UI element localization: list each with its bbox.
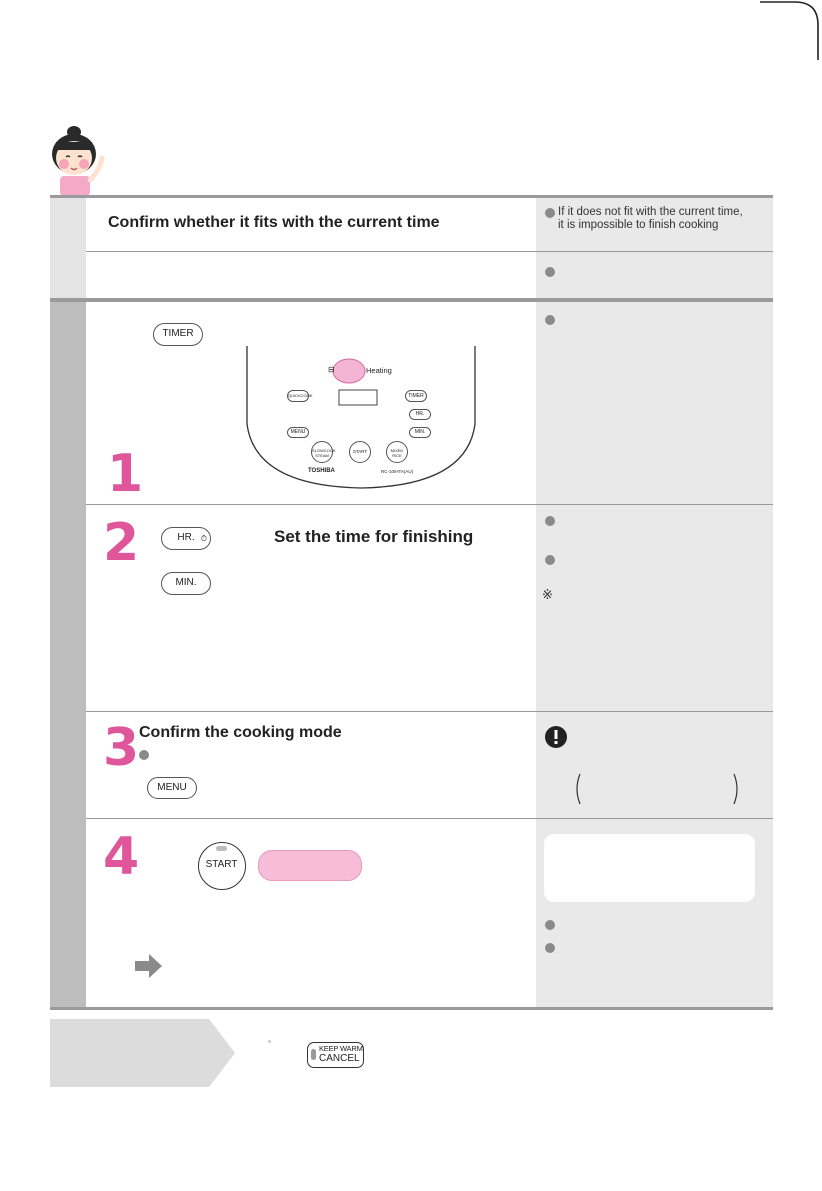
section1-row-divider — [86, 251, 773, 252]
keep-warm-lamp — [311, 1049, 316, 1060]
panel-mixedrice-button: MIXED RICE — [386, 441, 408, 463]
clock-icon: ⏱ — [200, 534, 207, 543]
panel-brand-logo: TOSHIBA — [308, 468, 335, 474]
cancel-label: CANCEL — [319, 1053, 360, 1064]
note-bullet — [139, 750, 149, 760]
panel-menu-button: MENU — [287, 427, 309, 438]
step2-number: 2 — [103, 513, 140, 573]
panel-indicator-box: ⊟ — [328, 365, 335, 374]
section1-note-line2: it is impossible to finish cooking — [558, 219, 719, 231]
section1-side-bar — [50, 198, 86, 298]
timer-button[interactable]: TIMER — [153, 323, 203, 346]
note-bullet — [545, 208, 555, 218]
parenthesis-bracket — [574, 772, 744, 806]
step3-number: 3 — [103, 718, 140, 778]
steps-side-bar — [50, 302, 86, 1007]
note-bullet — [545, 555, 555, 565]
hr-button[interactable] — [161, 527, 211, 550]
panel-model-label: RC-10IHTA(AU) — [381, 469, 414, 474]
note-box — [544, 834, 755, 902]
start-button[interactable] — [198, 842, 246, 890]
section1-note-line1: If it does not fit with the current time, — [558, 206, 743, 218]
bottom-arrow-tab — [50, 1019, 235, 1087]
panel-min-button: MIN. — [409, 427, 431, 438]
section1-heading: Confirm whether it fits with the current time — [108, 214, 440, 231]
asterisk-note-mark: ※ — [542, 588, 553, 603]
section-bottom-rule — [50, 1007, 773, 1010]
caution-icon — [544, 725, 568, 749]
step4-number: 4 — [103, 827, 140, 887]
panel-heating-label: Heating — [366, 366, 392, 375]
start-indicator-lamp — [216, 846, 227, 851]
panel-slowcook-button: SLOWCOOK STEAM — [311, 441, 333, 463]
keep-warm-cancel-button[interactable] — [307, 1042, 364, 1068]
panel-timer-button: TIMER — [405, 390, 427, 402]
small-dot — [268, 1040, 271, 1043]
step2-heading: Set the time for finishing — [274, 527, 474, 546]
control-panel-outline — [245, 346, 477, 496]
status-pill — [258, 850, 362, 881]
step-divider — [86, 711, 773, 712]
page-corner-curve — [760, 0, 822, 60]
step-divider — [86, 504, 773, 505]
note-bullet — [545, 315, 555, 325]
note-bullet — [545, 267, 555, 277]
note-bullet — [545, 920, 555, 930]
arrow-right-icon — [135, 953, 163, 979]
step3-heading: Confirm the cooking mode — [139, 724, 342, 741]
min-button[interactable]: MIN. — [161, 572, 211, 595]
step-divider — [86, 818, 773, 819]
control-panel-illustration — [245, 346, 477, 496]
panel-quickcook-button: QUICKCOOK — [287, 390, 309, 402]
step1-number: 1 — [107, 444, 144, 504]
hr-button-label: HR. — [177, 532, 195, 543]
note-bullet — [545, 516, 555, 526]
mascot-illustration — [44, 118, 108, 196]
panel-hr-button: HR. — [409, 409, 431, 420]
start-button-label: START — [205, 859, 238, 870]
note-bullet — [545, 943, 555, 953]
keep-warm-label: KEEP WARM — [319, 1044, 363, 1053]
menu-button[interactable]: MENU — [147, 777, 197, 799]
panel-start-button: START — [349, 441, 371, 463]
